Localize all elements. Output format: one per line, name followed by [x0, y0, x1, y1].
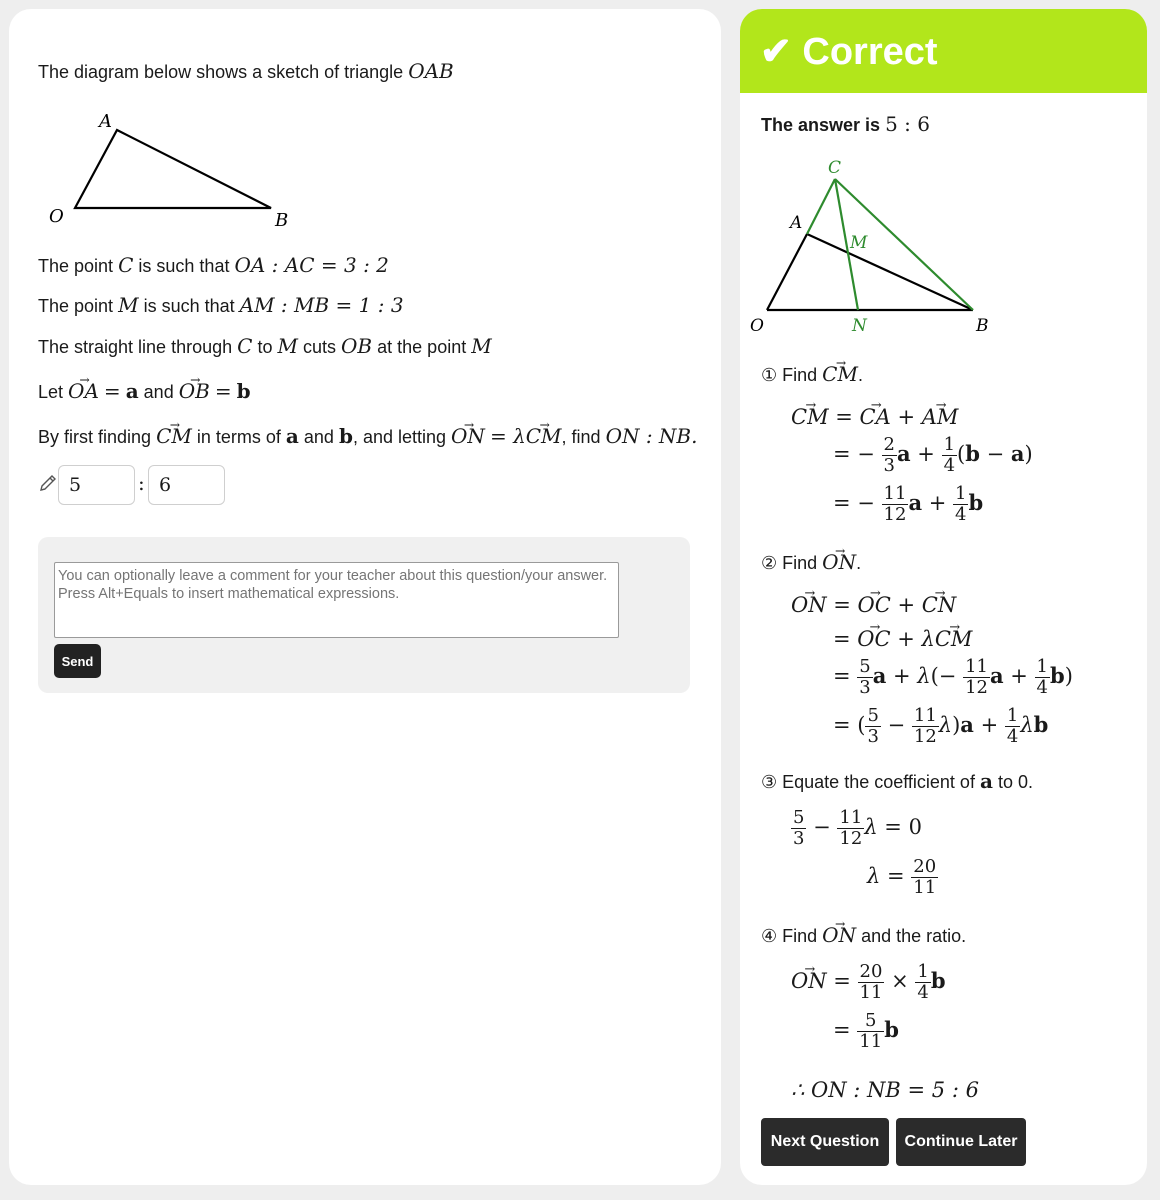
- vector-oa: → OA: [68, 379, 99, 403]
- step-label: ③ Equate the coefficient of: [761, 772, 975, 792]
- vector-cm: → CM: [156, 424, 192, 448]
- eq-ratio-1: → ON = $\frac{20}{11}$ × $\frac{1}{4}$ b: [791, 962, 946, 1003]
- step-label: ④ Find: [761, 926, 818, 946]
- condition-c: [38, 253, 389, 277]
- text: By first finding: [38, 427, 152, 447]
- eq-cm-2: = − $\frac{2}{3}$ a + $\frac{1}{4}$ (b − a): [833, 434, 1033, 476]
- math-var: M: [471, 334, 492, 358]
- label-a: A: [99, 111, 112, 132]
- intro-math: OAB: [408, 59, 454, 83]
- text: The point: [38, 296, 114, 316]
- eq-on-2: = → OC + λ→ CM: [833, 627, 972, 651]
- math-var: M: [118, 293, 139, 317]
- ratio-math: AM : MB = 1 : 3: [239, 293, 404, 317]
- text: and: [143, 382, 174, 402]
- step-text: and the ratio.: [861, 926, 967, 946]
- vector-on: → ON: [822, 923, 856, 947]
- text: , and letting: [352, 427, 447, 447]
- eq-cm-1: → CM = → CA + → AM: [791, 405, 958, 429]
- vector-on: → ON: [822, 550, 856, 574]
- result-card: [740, 9, 1147, 1185]
- continue-later-button[interactable]: Continue Later: [896, 1118, 1026, 1166]
- step-text: to 0.: [997, 772, 1033, 792]
- step2-heading: ② Find → ON.: [761, 550, 861, 574]
- vector-a: a: [285, 424, 299, 448]
- text: is such that: [143, 296, 235, 316]
- solution-diagram: [750, 157, 1020, 347]
- eq-on-3: = $\frac{5}{3}$ a + λ(− $\frac{11}{12}$ a + $\frac{1}{4}$ b): [833, 656, 1073, 698]
- intro-text: The diagram below shows a sketch of triangle: [38, 62, 404, 82]
- text: cuts: [303, 337, 337, 357]
- equals: =: [214, 379, 232, 403]
- text: at the point: [377, 337, 467, 357]
- send-button[interactable]: Send: [54, 644, 101, 678]
- text: , find: [561, 427, 601, 447]
- vector-b: b: [236, 379, 251, 403]
- text: in terms of: [196, 427, 281, 447]
- answer-prefix: The answer is: [761, 115, 881, 135]
- text: Let: [38, 382, 64, 402]
- question-prompt: [38, 424, 697, 448]
- answer-input-second[interactable]: 6: [148, 465, 225, 505]
- eq-cm-3: = − $\frac{11}{12}$ a + $\frac{1}{4}$ b: [833, 483, 984, 525]
- vector-ob: → OB: [179, 379, 210, 403]
- label-b: B: [976, 316, 989, 336]
- question-intro: [38, 59, 454, 83]
- banner-text: ✔ Correct: [760, 31, 938, 73]
- triangle-oab-diagram: [39, 104, 299, 234]
- vector-a: a: [979, 769, 993, 793]
- answer-input-first[interactable]: 5: [58, 465, 135, 505]
- question-card: [9, 9, 721, 1185]
- let-definition: [38, 379, 251, 403]
- text: to: [257, 337, 273, 357]
- eq-lambda-1: $\frac{5}{3}$ − $\frac{11}{12}$ λ = 0: [793, 807, 922, 849]
- comment-panel: [38, 537, 690, 693]
- text: and: [303, 427, 334, 447]
- conclusion: ∴ ON : NB = 5 : 6: [791, 1078, 979, 1102]
- condition-m: [38, 293, 404, 317]
- label-m: M: [850, 233, 868, 253]
- text: The straight line through: [38, 337, 233, 357]
- label-a: A: [790, 213, 803, 233]
- step-label: ① Find: [761, 365, 818, 385]
- step4-heading: [761, 923, 966, 947]
- eq-on-1: → ON = → OC + → CN: [791, 593, 956, 617]
- step-label: ② Find: [761, 553, 818, 573]
- correct-banner: [740, 9, 1147, 93]
- vector-cm: → CM: [822, 362, 858, 386]
- text: is such that: [138, 256, 230, 276]
- ratio-math: OA : AC = 3 : 2: [234, 253, 389, 277]
- ratio-math: ON : NB.: [605, 424, 698, 448]
- vector-a: a: [125, 379, 139, 403]
- label-o: O: [750, 316, 764, 336]
- math-var: M: [277, 334, 298, 358]
- label-c: C: [828, 158, 842, 178]
- vector-on: → ON: [451, 424, 485, 448]
- equals: =: [103, 379, 121, 403]
- eq-lambda-2: λ = $\frac{20}{11}$: [867, 856, 937, 898]
- step3-heading: [761, 769, 1033, 793]
- label-o: O: [49, 206, 64, 227]
- next-question-button[interactable]: Next Question: [761, 1118, 889, 1166]
- step1-heading: ① Find → CM.: [761, 362, 863, 386]
- answer-line: [761, 112, 930, 136]
- label-b: B: [275, 210, 289, 231]
- lambda: = λ: [489, 424, 526, 448]
- math-var: OB: [341, 334, 373, 358]
- vector-b: b: [338, 424, 353, 448]
- condition-line: [38, 334, 492, 358]
- math-var: C: [237, 334, 253, 358]
- eq-on-4: = ( $\frac{5}{3}$ − $\frac{11}{12}$ λ)a + $\frac{1}{4}$ λb: [833, 705, 1049, 747]
- pencil-icon: [37, 472, 59, 494]
- vector-cm: → CM: [526, 424, 562, 448]
- text: The point: [38, 256, 114, 276]
- answer-value: 5 : 6: [885, 112, 930, 136]
- comment-textarea[interactable]: [54, 562, 619, 638]
- label-n: N: [852, 316, 867, 336]
- eq-ratio-2: = $\frac{5}{11}$ b: [833, 1010, 899, 1052]
- math-var: C: [118, 253, 134, 277]
- ratio-colon: :: [138, 471, 145, 495]
